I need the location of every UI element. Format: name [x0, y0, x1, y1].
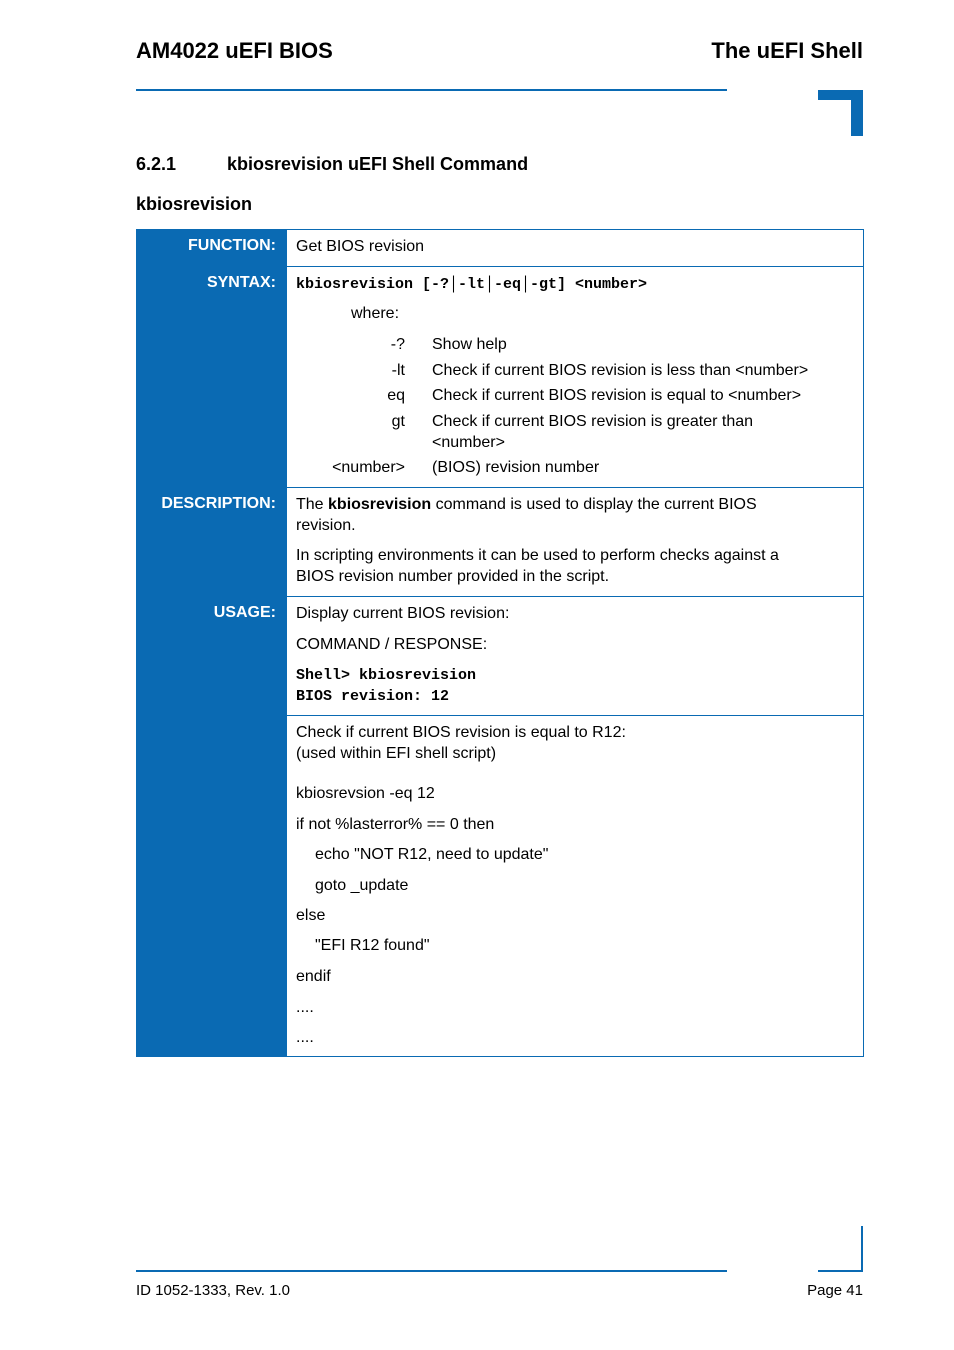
description-paragraph-2-line-2: BIOS revision number provided in the script.: [296, 568, 610, 585]
function-text: Get BIOS revision: [296, 238, 425, 255]
option-description: (BIOS) revision number: [432, 459, 600, 476]
footer-rule: [136, 1270, 727, 1272]
footer-page-number: Page 41: [807, 1282, 863, 1299]
usage-label: USAGE:: [213, 604, 276, 621]
header-rule: [136, 89, 727, 91]
option-flag: -lt: [391, 362, 405, 379]
syntax-label: SYNTAX:: [206, 274, 276, 291]
script-line: if not %lasterror% == 0 then: [296, 816, 495, 833]
usage-intro: Display current BIOS revision:: [296, 605, 510, 622]
option-description: Show help: [432, 336, 507, 353]
script-line: ....: [296, 1029, 314, 1046]
command-name-heading: kbiosrevision: [136, 194, 253, 214]
function-label: FUNCTION:: [188, 237, 276, 254]
label-column: [136, 229, 287, 1057]
usage-code-command: Shell> kbiosrevision: [296, 667, 477, 684]
row-divider: [286, 715, 864, 716]
script-line: echo "NOT R12, need to update": [315, 846, 549, 863]
usage2-note: (used within EFI shell script): [296, 745, 497, 762]
section-number: 6.2.1: [136, 154, 177, 174]
option-description-continued: <number>: [432, 434, 505, 451]
option-flag: <number>: [332, 459, 405, 476]
command-name-bold: kbiosrevision: [328, 496, 432, 513]
description-paragraph-1-line-2: revision.: [296, 517, 356, 534]
header-chapter-title: The uEFI Shell: [711, 38, 863, 63]
usage-code-response: BIOS revision: 12: [296, 688, 450, 705]
footer-corner-mark-horizontal: [818, 1270, 863, 1272]
row-divider: [286, 487, 864, 488]
usage-command-response-heading: COMMAND / RESPONSE:: [296, 636, 488, 653]
description-label: DESCRIPTION:: [161, 495, 276, 512]
section-title: kbiosrevision uEFI Shell Command: [227, 154, 529, 174]
usage2-intro: Check if current BIOS revision is equal to R12:: [296, 724, 626, 741]
description-paragraph-1: [296, 494, 757, 515]
header-corner-mark-vertical: [851, 90, 863, 136]
script-line: kbiosrevsion -eq 12: [296, 785, 435, 802]
row-divider: [286, 596, 864, 597]
script-line: "EFI R12 found": [315, 937, 430, 954]
description-text: The: [296, 496, 329, 513]
script-line: goto _update: [315, 877, 409, 894]
syntax-where: where:: [351, 305, 400, 322]
description-text: command is used to display the current BIOS: [431, 496, 757, 513]
option-flag: -?: [390, 336, 405, 353]
footer-corner-mark: [861, 1226, 863, 1272]
option-description: Check if current BIOS revision is equal to <number>: [432, 387, 802, 404]
option-description: Check if current BIOS revision is less than <number>: [432, 362, 809, 379]
script-line: else: [296, 907, 326, 924]
script-line: ....: [296, 999, 314, 1016]
option-flag: eq: [387, 387, 405, 404]
row-divider: [286, 266, 864, 267]
syntax-command: kbiosrevision [-?│-lt│-eq│-gt] <number>: [296, 276, 648, 293]
header-document-title: AM4022 uEFI BIOS: [136, 38, 333, 63]
option-description: Check if current BIOS revision is greater than: [432, 413, 754, 430]
footer-document-id: ID 1052-1333, Rev. 1.0: [136, 1282, 290, 1299]
option-flag: gt: [391, 413, 405, 430]
description-paragraph-2: In scripting environments it can be used to perform checks against a: [296, 547, 779, 564]
script-line: endif: [296, 968, 331, 985]
command-table: [136, 229, 864, 1057]
